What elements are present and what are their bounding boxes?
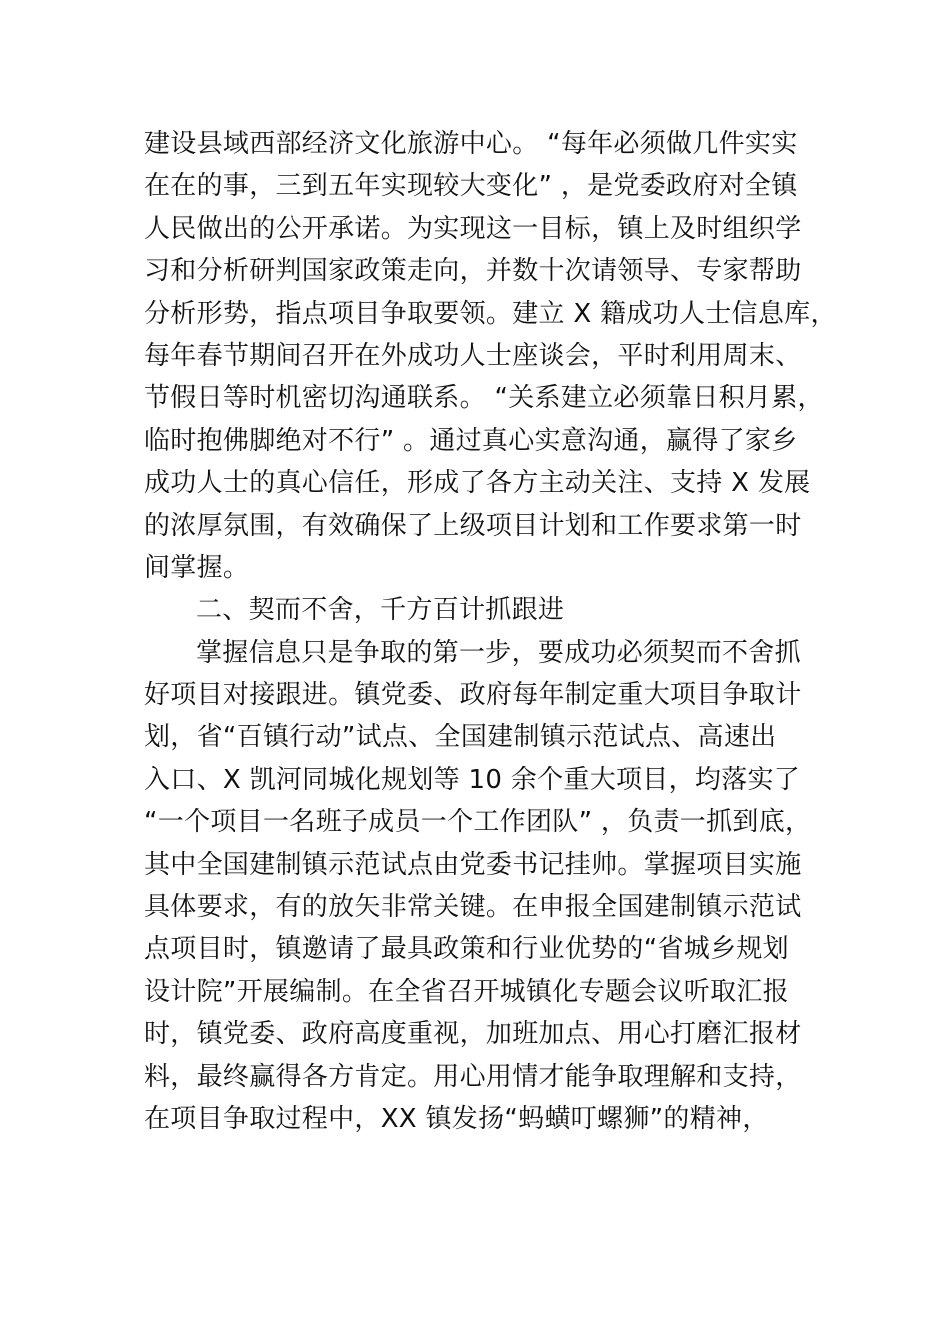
text-line: “一个项目一名班子成员一个工作团队” ，负责一抓到底， — [144, 807, 812, 838]
text-line: 时，镇党委、政府高度重视，加班加点、用心打磨汇报材 — [144, 1019, 802, 1050]
text-line: 在项目争取过程中，XX 镇发扬“蚂蟥叮螺狮”的精神， — [144, 1103, 769, 1134]
text-line: 划，省“百镇行动”试点、全国建制镇示范试点、高速出 — [144, 722, 777, 753]
text-line: 设计院”开展编制。在全省召开城镇化专题会议听取汇报 — [144, 976, 789, 1007]
text-line: 的浓厚氛围，有效确保了上级项目计划和工作要求第一时 — [144, 510, 802, 541]
text-line: 临时抱佛脚绝对不行” 。通过真心实意沟通，赢得了家乡 — [144, 425, 798, 456]
text-line: 习和分析研判国家政策走向，并数十次请领导、专家帮助 — [144, 256, 802, 287]
text-line: 间掌握。 — [144, 552, 250, 583]
text-line: 具体要求，有的放矢非常关键。在申报全国建制镇示范试 — [144, 892, 802, 923]
body-text — [144, 123, 837, 1140]
text-line: 在在的事，三到五年实现较大变化” ，是党委政府对全镇 — [144, 171, 798, 202]
text-line: 其中全国建制镇示范试点由党委书记挂帅。掌握项目实施 — [144, 849, 802, 880]
text-line: 成功人士的真心信任，形成了各方主动关注、支持 X 发展 — [144, 468, 811, 499]
text-line: 点项目时，镇邀请了最具政策和行业优势的“省城乡规划 — [144, 934, 789, 965]
text-line: 节假日等时机密切沟通联系。 “关系建立必须靠日积月累， — [144, 383, 824, 414]
text-line: 每年春节期间召开在外成功人士座谈会，平时利用周末、 — [144, 340, 802, 371]
text-line: 好项目对接跟进。镇党委、政府每年制定重大项目争取计 — [144, 680, 802, 711]
text-line: 入口、X 凯河同城化规划等 10 余个重大项目，均落实了 — [144, 764, 801, 795]
text-line: 建设县域西部经济文化旅游中心。 “每年必须做几件实实 — [144, 129, 798, 159]
text-line: 人民做出的公开承诺。为实现这一目标，镇上及时组织学 — [144, 213, 802, 244]
section-heading: 二、契而不舍，千方百计抓跟进 — [196, 595, 565, 626]
text-line: 料，最终赢得各方肯定。用心用情才能争取理解和支持， — [144, 1061, 802, 1092]
paragraph-first-line: 掌握信息只是争取的第一步，要成功必须契而不舍抓 — [196, 637, 801, 668]
text-line: 分析形势，指点项目争取要领。建立 X 籍成功人士信息库， — [144, 298, 837, 329]
